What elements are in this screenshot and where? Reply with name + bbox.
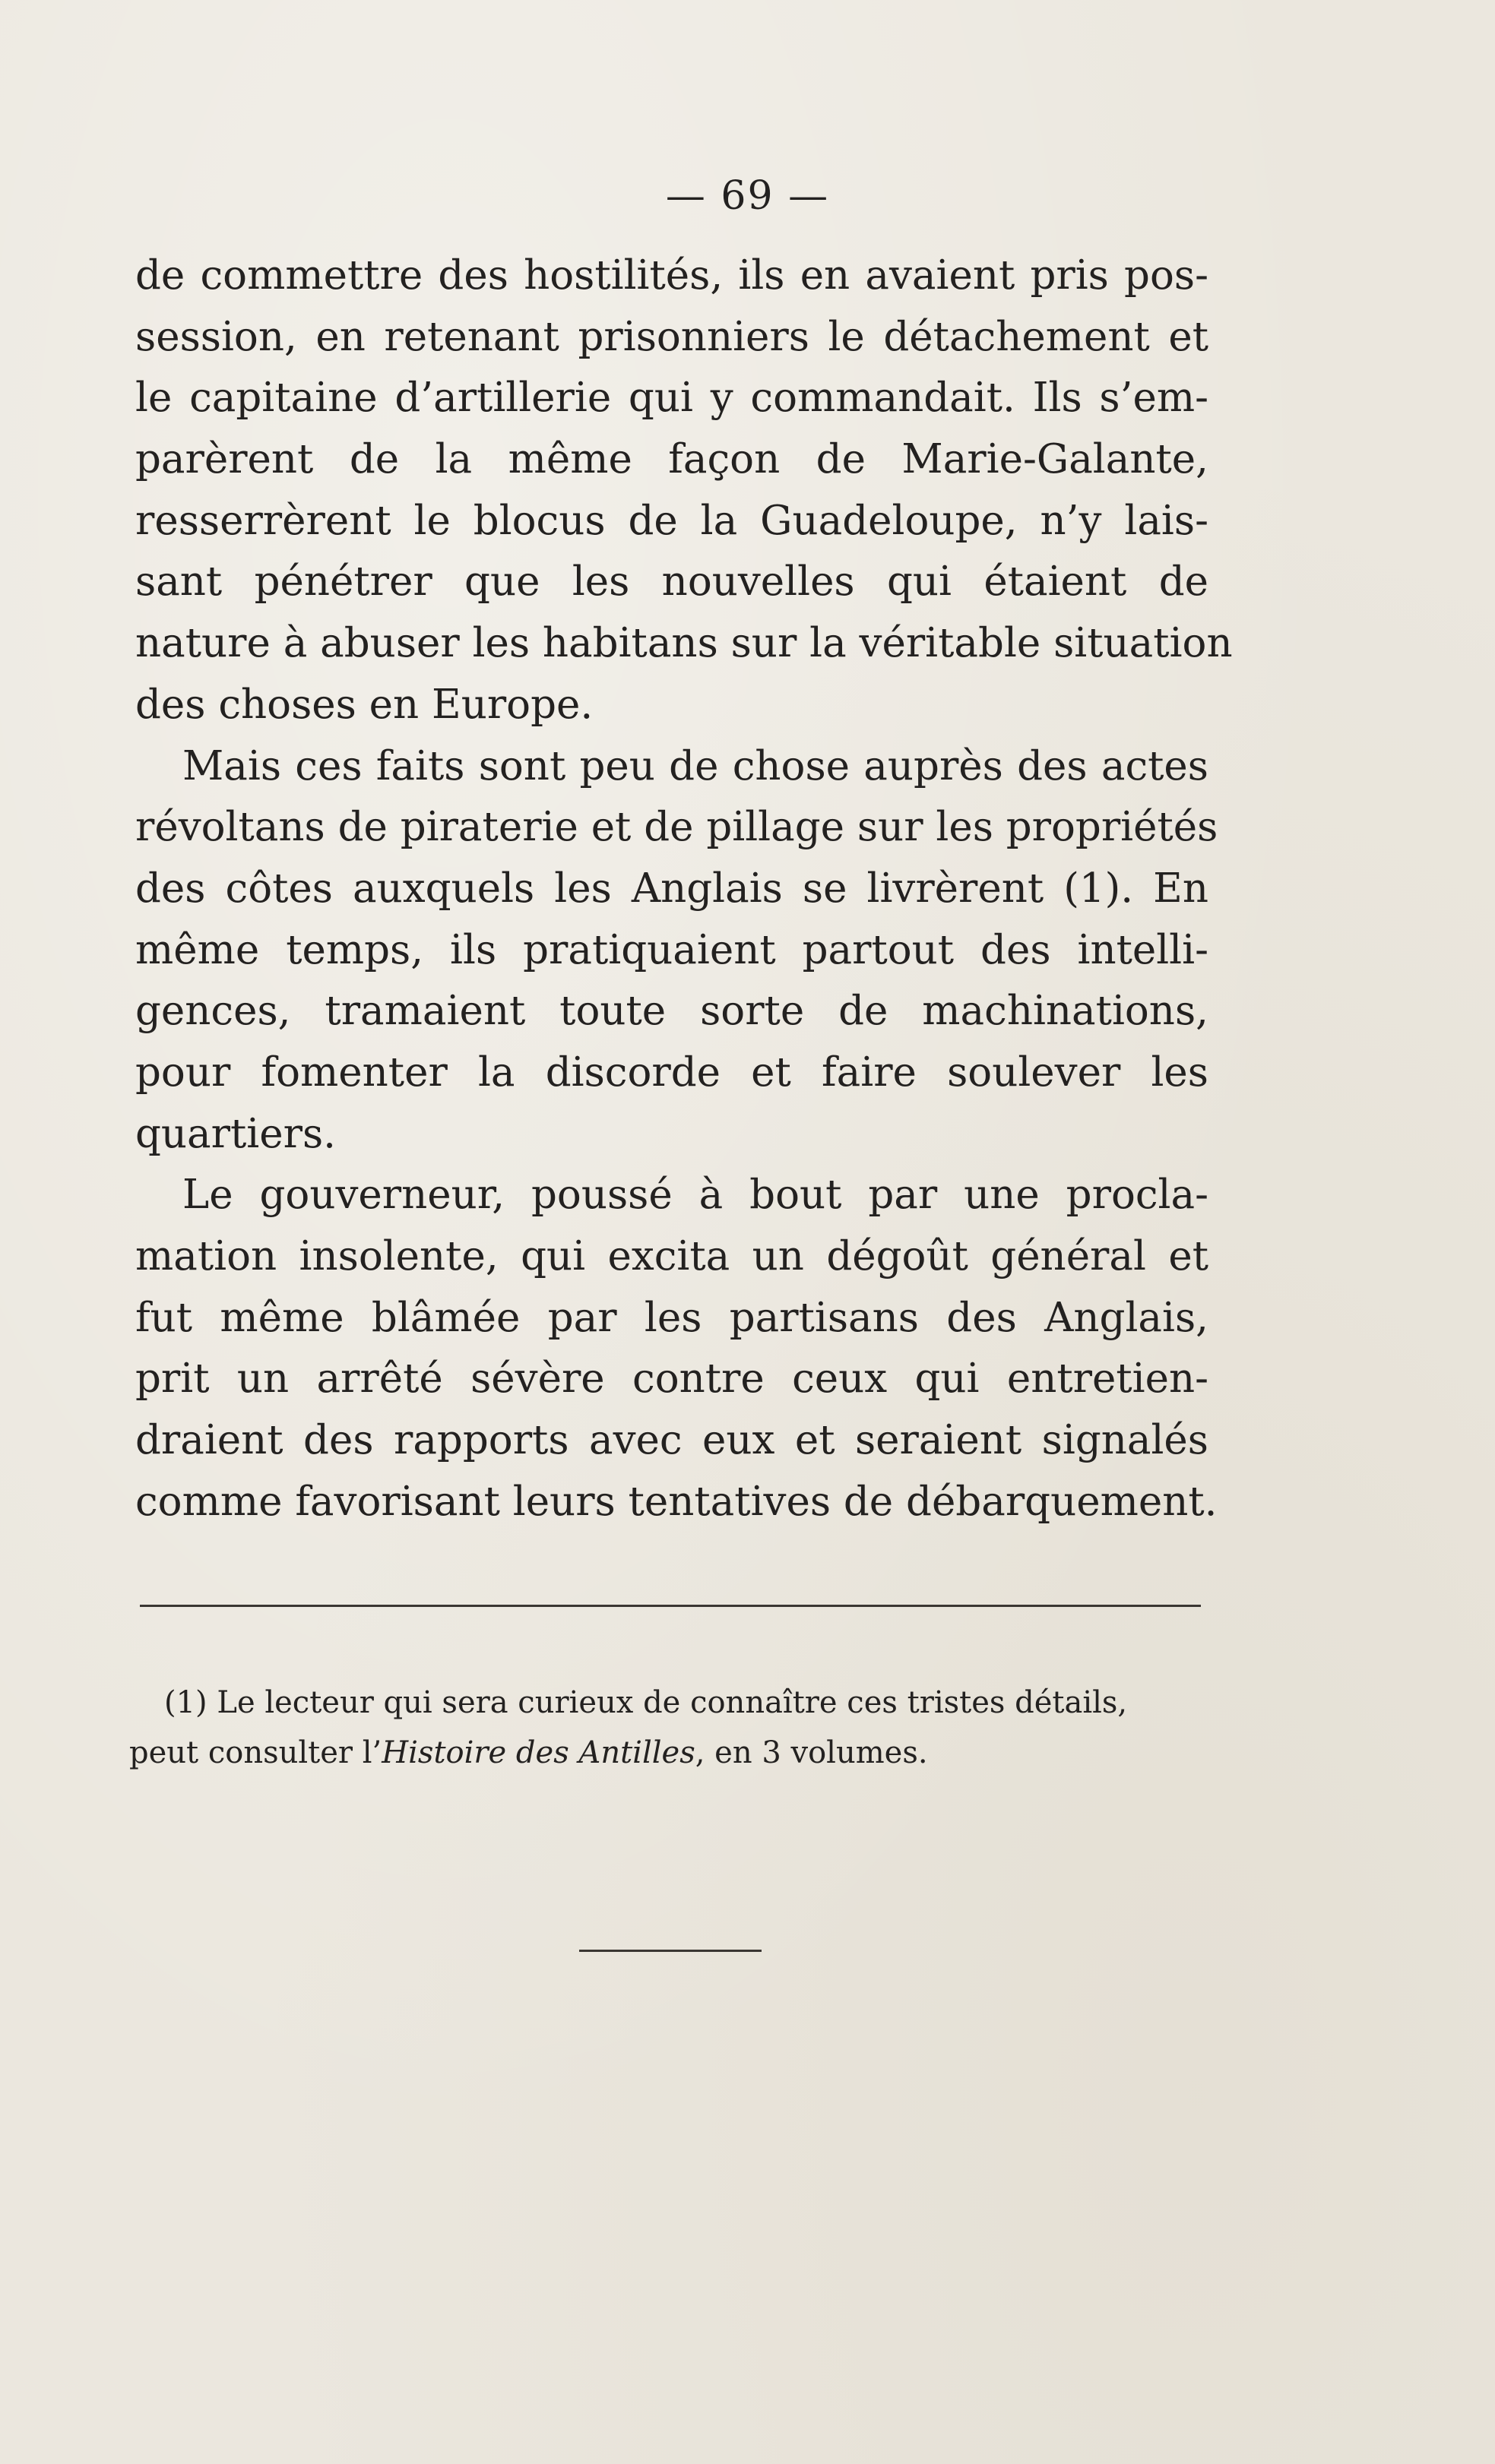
body-line: gences, tramaient toute sorte de machinations, [135,988,1208,1035]
footnote-line: (1) Le lecteur qui sera curieux de connaître ces tristes détails, [164,1685,1128,1720]
body-line: sant pénétrer que les nouvelles qui étaient de [135,558,1208,606]
body-line: draient des rapports avec eux et seraient signalés [135,1417,1208,1464]
body-line: le capitaine d’artillerie qui y commandait. Ils s’em- [135,375,1208,422]
body-line: fut même blâmée par les partisans des Anglais, [135,1294,1208,1341]
body-line: de commettre des hostilités, ils en avaient pris pos- [135,252,1208,299]
footnote-text: , en 3 volumes. [695,1735,928,1770]
footnote-divider [140,1605,1201,1607]
body-line: même temps, ils pratiquaient partout des intelli- [135,926,1208,973]
page-number: — 69 — [665,173,830,219]
body-line: révoltans de piraterie et de pillage sur les propriétés [135,804,1218,851]
body-line: resserrèrent le blocus de la Guadeloupe, n’y lais- [135,497,1208,544]
body-line: des choses en Europe. [135,681,594,728]
body-line: Mais ces faits sont peu de chose auprès des actes [182,742,1208,789]
body-line: parèrent de la même façon de Marie-Galante, [135,436,1208,483]
body-line: des côtes auxquels les Anglais se livrèrent (1). En [135,865,1208,912]
footnote-line [129,1728,1208,1778]
body-line: nature à abuser les habitans sur la véritable situation [135,620,1233,667]
body-line: Le gouverneur, poussé à bout par une procla- [182,1172,1208,1219]
body-line: comme favorisant leurs tentatives de débarquement. [135,1478,1218,1525]
body-line: mation insolente, qui excita un dégoût général et [135,1233,1208,1279]
end-ornament-rule [579,1950,762,1952]
body-line: prit un arrêté sévère contre ceux qui entretien- [135,1355,1208,1403]
body-line: pour fomenter la discorde et faire soulever les [135,1049,1208,1096]
book-title-reference: Histoire des Antilles [382,1735,695,1770]
body-text [135,245,1233,1532]
footnote-text: peut consulter l’ [129,1735,382,1770]
footnote [129,1678,1208,1778]
body-line: session, en retenant prisonniers le détachement et [135,313,1208,360]
body-line: quartiers. [135,1110,336,1157]
